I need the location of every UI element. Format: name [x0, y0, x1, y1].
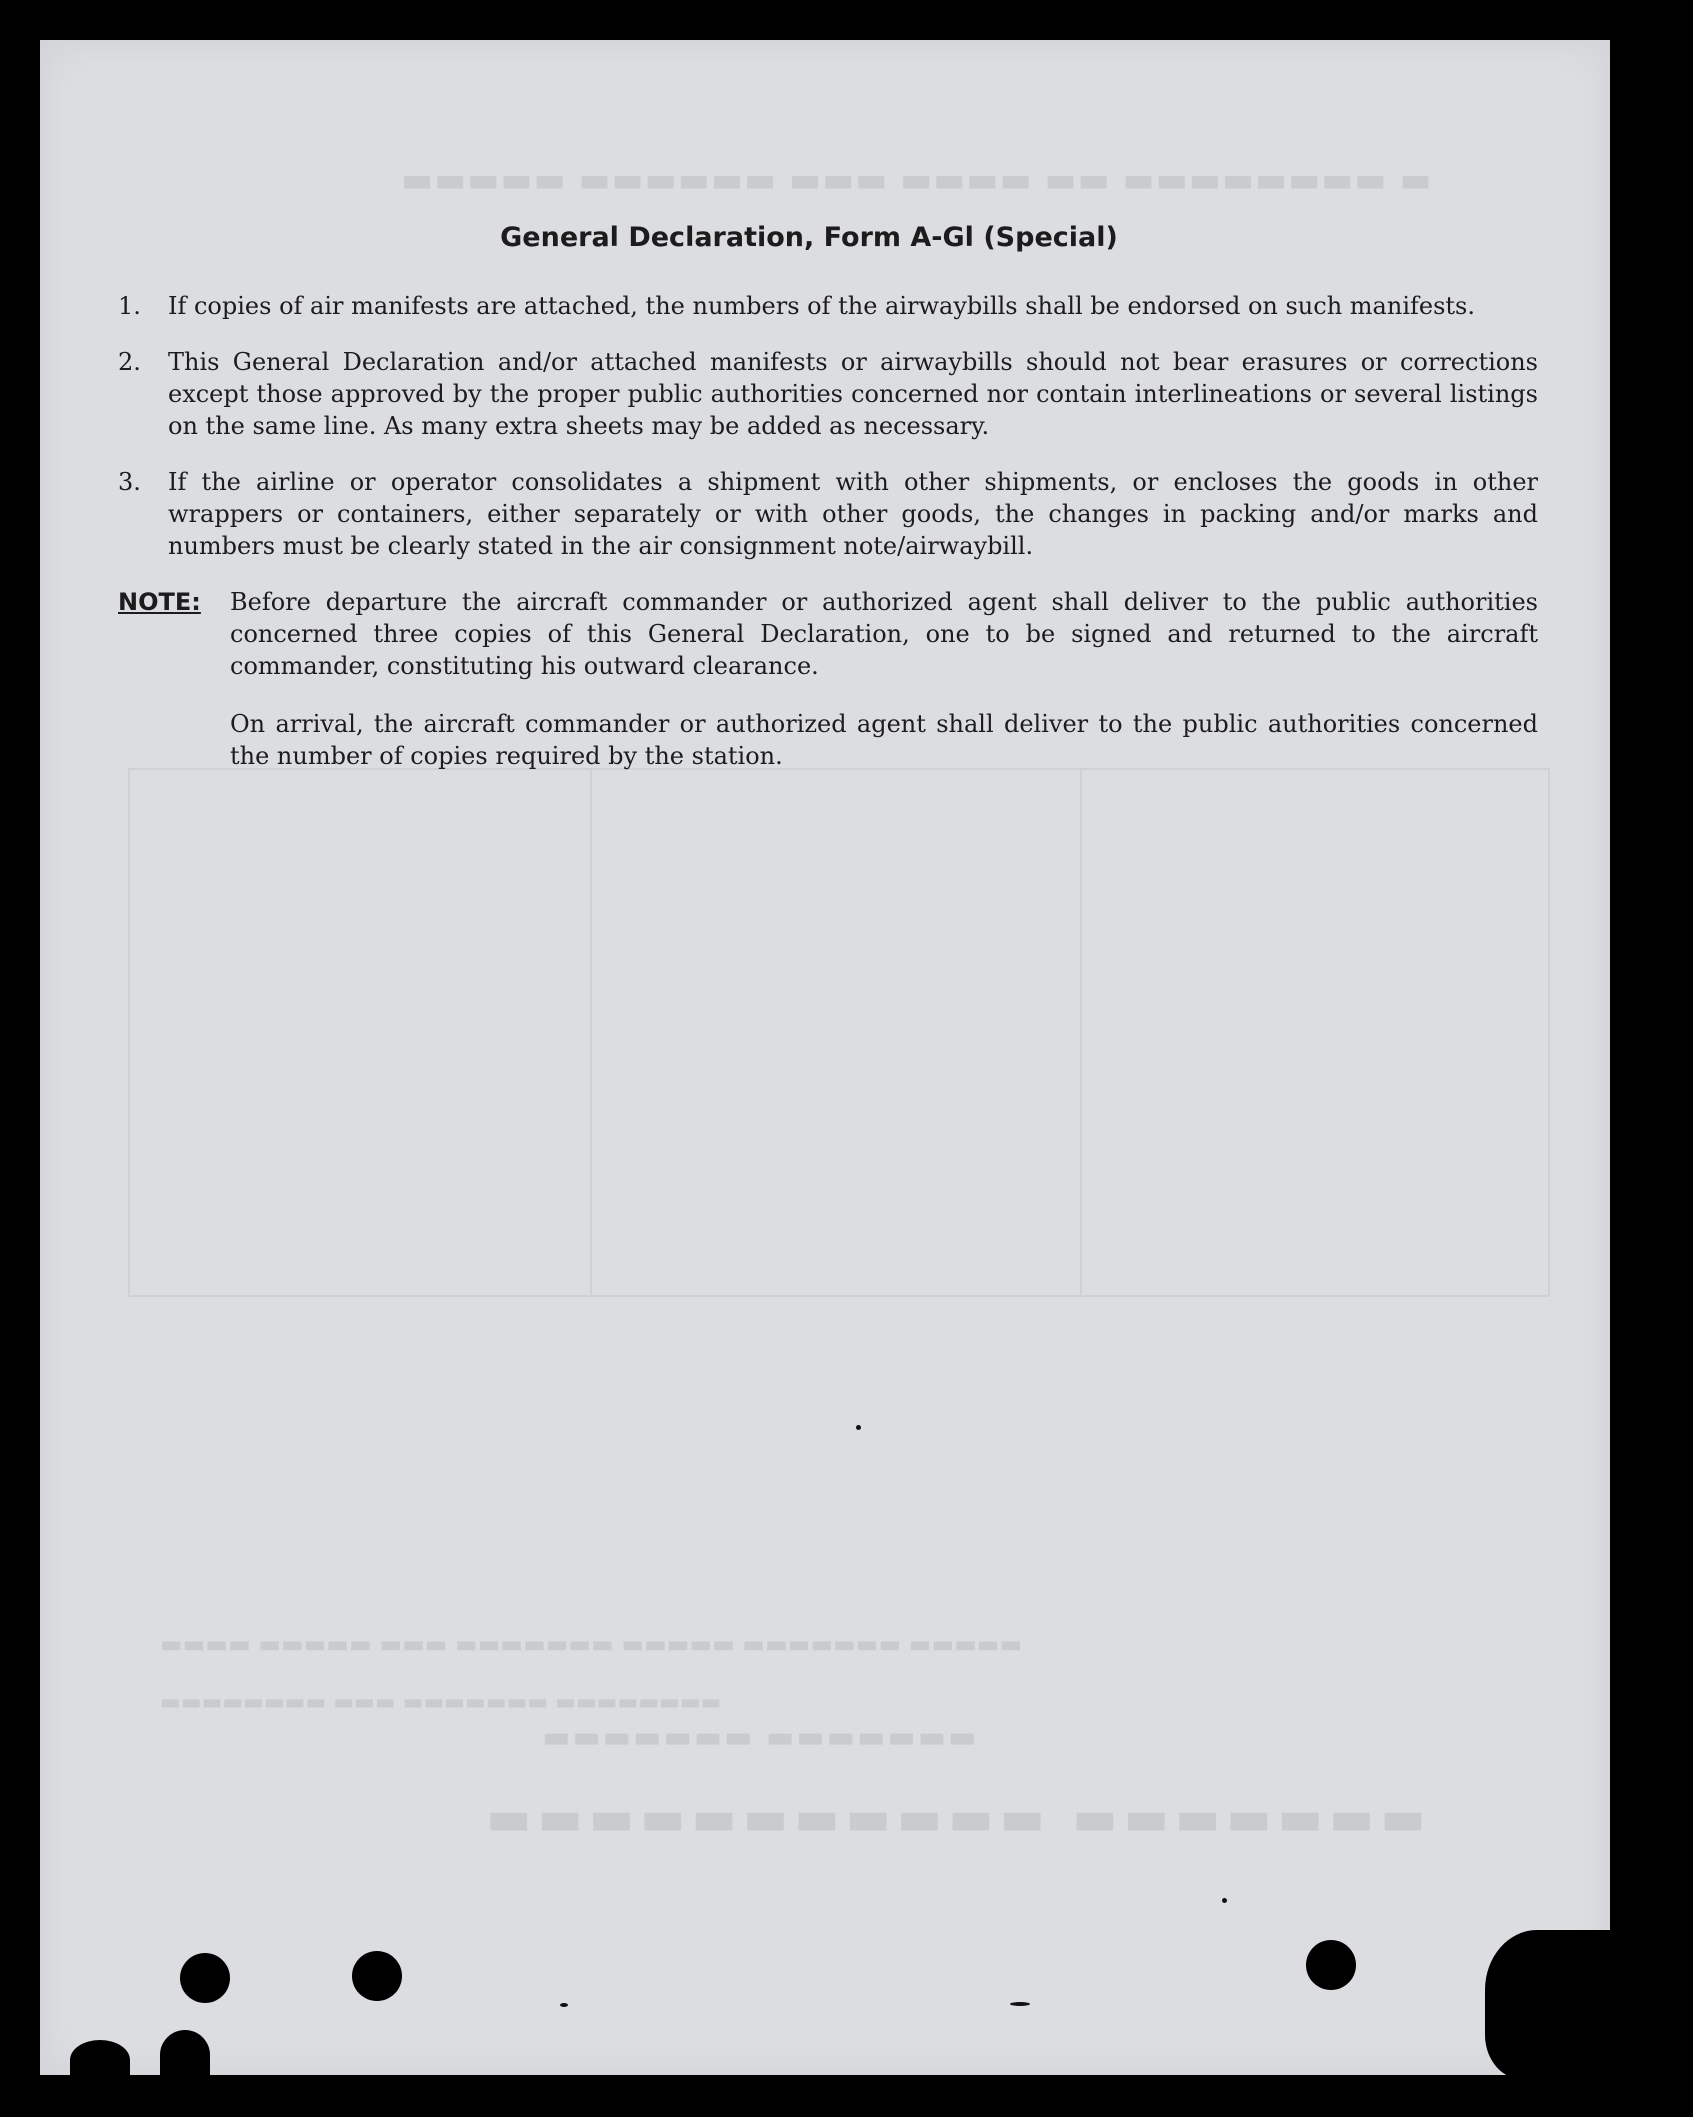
note-section: [80, 586, 1538, 798]
note-paragraph: On arrival, the aircraft commander or authorized agent shall deliver to the public authorities concerned the number of copies required by the station.: [230, 710, 1538, 770]
item-text: If copies of air manifests are attached, the numbers of the airwaybills shall be endorsed on such manifests.: [168, 292, 1475, 320]
instruction-item-2: [80, 346, 1538, 442]
bleed-through-header: ▬ ▬▬▬▬▬▬▬▬ ▬▬ ▬▬▬▬ ▬▬▬ ▬▬▬▬▬▬ ▬▬▬▬▬: [400, 160, 1432, 200]
bleed-through-table: [128, 768, 1550, 1297]
punch-hole: [180, 1953, 230, 2003]
speck: [1222, 1898, 1227, 1903]
torn-edge: [160, 2030, 210, 2080]
bleed-through-row: ▬▬▬▬▬▬▬▬ ▬▬▬▬▬▬▬ ▬▬▬ ▬▬▬▬▬▬▬▬: [160, 1690, 722, 1715]
bleed-through-subtitle: ▬▬▬▬▬▬▬ ▬▬▬▬▬▬▬: [540, 1720, 977, 1755]
item-number: 2.: [118, 348, 141, 376]
punch-hole: [352, 1951, 402, 2001]
torn-corner: [1485, 1930, 1615, 2080]
document-title: General Declaration, Form A-Gl (Special): [500, 222, 1118, 253]
speck: [1010, 2002, 1030, 2006]
speck: [856, 1425, 861, 1430]
bleed-through-divider: [1080, 770, 1082, 1295]
speck: [560, 2003, 568, 2007]
bleed-through-heading: ▬▬▬▬▬▬▬ ▬▬▬▬▬▬▬▬▬▬▬: [480, 1790, 1426, 1846]
item-number: 1.: [118, 292, 141, 320]
instruction-item-1: [80, 290, 1538, 322]
bleed-through-divider: [590, 770, 592, 1295]
note-body: [230, 586, 1538, 798]
torn-edge: [70, 2040, 130, 2080]
note-label: NOTE:: [118, 588, 201, 616]
item-text: If the airline or operator consolidates a shipment with other shipments, or encloses the goods in other wrappers or containers, either separately or with other goods, the changes in packing and/or marks and numbers must be clearly stated in the air consignment note/airwaybill.: [168, 468, 1538, 560]
punch-hole: [1306, 1940, 1356, 1990]
instruction-item-3: [80, 466, 1538, 562]
document-content: [80, 182, 1538, 798]
item-text: This General Declaration and/or attached manifests or airwaybills should not bear erasures or corrections except those approved by the proper public authorities concerned nor contain interlineations or several listings on the same line. As many extra sheets may be added as necessary.: [168, 348, 1538, 440]
item-number: 3.: [118, 468, 141, 496]
note-paragraph: Before departure the aircraft commander or authorized agent shall deliver to the public authorities concerned three copies of this General Declaration, one to be signed and returned to the aircraft commander, constituting his outward clearance.: [230, 588, 1538, 680]
bleed-through-row: ▬▬▬▬▬ ▬▬▬▬▬▬▬ ▬▬▬▬▬ ▬▬▬▬▬▬▬ ▬▬▬ ▬▬▬▬▬ ▬▬▬▬: [160, 1630, 1023, 1658]
